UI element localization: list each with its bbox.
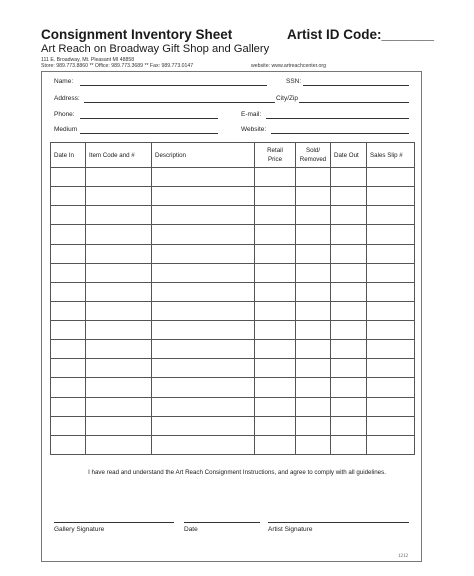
table-cell[interactable] — [86, 416, 152, 435]
phone-line: Store: 989.773.8860 ** Office: 989.773.3689 ** Fax: 989.773.0147 — [41, 63, 194, 69]
table-cell[interactable] — [86, 435, 152, 454]
sheet-title: Consignment Inventory Sheet — [41, 27, 233, 42]
address-label: Address: — [54, 95, 80, 102]
table-cell[interactable] — [152, 263, 255, 282]
website-line: website: www.artreachcenter.org — [251, 63, 326, 69]
table-cell[interactable] — [367, 301, 415, 320]
table-cell[interactable] — [331, 321, 367, 340]
table-row — [51, 282, 415, 301]
address-field[interactable] — [84, 102, 275, 103]
table-cell[interactable] — [152, 359, 255, 378]
table-cell[interactable] — [255, 397, 296, 416]
table-cell[interactable] — [152, 435, 255, 454]
table-cell[interactable] — [152, 397, 255, 416]
table-row — [51, 206, 415, 225]
email-field[interactable] — [266, 118, 409, 119]
table-cell[interactable] — [51, 378, 86, 397]
gallery-signature-label: Gallery Signature — [54, 526, 105, 533]
table-cell[interactable] — [86, 187, 152, 206]
table-cell[interactable] — [86, 206, 152, 225]
city-zip-field[interactable] — [299, 102, 409, 103]
table-cell[interactable] — [51, 263, 86, 282]
table-row — [51, 340, 415, 359]
table-cell[interactable] — [86, 321, 152, 340]
table-cell[interactable] — [331, 187, 367, 206]
artist-id-text: Artist ID Code: — [287, 27, 382, 42]
table-cell[interactable] — [152, 187, 255, 206]
table-cell[interactable] — [255, 263, 296, 282]
table-row — [51, 263, 415, 282]
table-cell[interactable] — [331, 416, 367, 435]
table-cell[interactable] — [296, 168, 331, 187]
table-cell[interactable] — [51, 397, 86, 416]
table-cell[interactable] — [296, 397, 331, 416]
table-row — [51, 244, 415, 263]
table-cell[interactable] — [51, 416, 86, 435]
table-cell[interactable] — [296, 416, 331, 435]
table-cell[interactable] — [367, 263, 415, 282]
date-label: Date — [184, 526, 198, 533]
table-cell[interactable] — [296, 282, 331, 301]
column-header: Date In — [51, 143, 86, 168]
table-cell[interactable] — [331, 206, 367, 225]
table-cell[interactable] — [51, 225, 86, 244]
table-cell[interactable] — [51, 359, 86, 378]
table-cell[interactable] — [86, 397, 152, 416]
table-cell[interactable] — [152, 225, 255, 244]
table-cell[interactable] — [367, 378, 415, 397]
table-body — [51, 168, 415, 455]
table-cell[interactable] — [296, 321, 331, 340]
table-cell[interactable] — [255, 378, 296, 397]
table-cell[interactable] — [255, 301, 296, 320]
table-cell[interactable] — [296, 206, 331, 225]
table-cell[interactable] — [152, 168, 255, 187]
table-row — [51, 359, 415, 378]
table-row — [51, 378, 415, 397]
date-line[interactable] — [184, 522, 260, 523]
table-cell[interactable] — [367, 282, 415, 301]
table-cell[interactable] — [296, 378, 331, 397]
table-cell[interactable] — [86, 263, 152, 282]
table-row — [51, 168, 415, 187]
name-field[interactable] — [80, 85, 267, 86]
table-cell[interactable] — [51, 206, 86, 225]
ssn-field[interactable] — [303, 85, 409, 86]
table-cell[interactable] — [152, 416, 255, 435]
table-row — [51, 301, 415, 320]
table-cell[interactable] — [367, 340, 415, 359]
table-cell[interactable] — [331, 397, 367, 416]
inventory-table — [50, 142, 415, 455]
table-cell[interactable] — [367, 397, 415, 416]
page-number: 1212 — [398, 554, 408, 559]
table-cell[interactable] — [367, 359, 415, 378]
phone-field[interactable] — [80, 118, 218, 119]
table-row — [51, 225, 415, 244]
agreement-text: I have read and understand the Art Reach Consignment Instructions, and agree to comply with all guidelines. — [88, 469, 386, 476]
table-cell[interactable] — [296, 263, 331, 282]
table-cell[interactable] — [255, 359, 296, 378]
city-zip-label: City/Zip — [276, 95, 299, 102]
table-cell[interactable] — [152, 321, 255, 340]
table-cell[interactable] — [51, 244, 86, 263]
table-cell[interactable] — [331, 435, 367, 454]
phone-label: Phone: — [54, 111, 75, 118]
table-cell[interactable] — [86, 378, 152, 397]
column-header: Sales Slip # — [367, 143, 415, 168]
table-cell[interactable] — [367, 321, 415, 340]
table-cell[interactable] — [296, 225, 331, 244]
table-cell[interactable] — [296, 340, 331, 359]
table-cell[interactable] — [86, 282, 152, 301]
table-cell[interactable] — [255, 244, 296, 263]
table-cell[interactable] — [367, 435, 415, 454]
table-cell[interactable] — [86, 340, 152, 359]
column-header: Item Code and # — [86, 143, 152, 168]
organization-name: Art Reach on Broadway Gift Shop and Gallery — [41, 43, 270, 55]
table-cell[interactable] — [51, 168, 86, 187]
table-cell[interactable] — [152, 244, 255, 263]
column-header: Date Out — [331, 143, 367, 168]
table-cell[interactable] — [152, 282, 255, 301]
table-cell[interactable] — [331, 244, 367, 263]
table-cell[interactable] — [51, 435, 86, 454]
table-row — [51, 321, 415, 340]
table-cell[interactable] — [86, 301, 152, 320]
table-row — [51, 397, 415, 416]
column-header: Retail Price — [255, 143, 296, 168]
table-cell[interactable] — [296, 359, 331, 378]
table-cell[interactable] — [152, 340, 255, 359]
artist-id-blank: _______ — [381, 27, 435, 42]
table-cell[interactable] — [255, 225, 296, 244]
table-cell[interactable] — [331, 282, 367, 301]
email-label: E-mail: — [241, 111, 262, 118]
table-cell[interactable] — [367, 244, 415, 263]
table-row — [51, 187, 415, 206]
table-cell[interactable] — [296, 301, 331, 320]
table-cell[interactable] — [86, 168, 152, 187]
table-cell[interactable] — [86, 244, 152, 263]
artist-signature-label: Artist Signature — [268, 526, 313, 533]
table-cell[interactable] — [331, 359, 367, 378]
gallery-signature-line[interactable] — [54, 522, 174, 523]
table-cell[interactable] — [255, 416, 296, 435]
address-line: 111 E. Broadway, Mt. Pleasant MI 48858 — [41, 57, 135, 63]
table-header-row — [51, 143, 415, 168]
website-field[interactable] — [271, 133, 409, 134]
table-cell[interactable] — [51, 282, 86, 301]
table-cell[interactable] — [367, 416, 415, 435]
table-cell[interactable] — [255, 282, 296, 301]
table-cell[interactable] — [296, 187, 331, 206]
table-cell[interactable] — [367, 206, 415, 225]
artist-signature-line[interactable] — [268, 522, 409, 523]
table-cell[interactable] — [255, 168, 296, 187]
table-cell[interactable] — [86, 359, 152, 378]
table-cell[interactable] — [152, 301, 255, 320]
table-cell[interactable] — [255, 187, 296, 206]
table-cell[interactable] — [152, 206, 255, 225]
table-cell[interactable] — [331, 301, 367, 320]
medium-field[interactable] — [80, 133, 218, 134]
table-cell[interactable] — [255, 321, 296, 340]
table-cell[interactable] — [367, 225, 415, 244]
table-cell[interactable] — [255, 435, 296, 454]
table-cell[interactable] — [331, 378, 367, 397]
table-cell[interactable] — [255, 340, 296, 359]
artist-id-label — [287, 27, 434, 42]
table-cell[interactable] — [331, 225, 367, 244]
table-cell[interactable] — [152, 378, 255, 397]
website-label: Website: — [241, 126, 267, 133]
table-cell[interactable] — [86, 225, 152, 244]
table-cell[interactable] — [331, 340, 367, 359]
table-cell[interactable] — [255, 206, 296, 225]
column-header: Sold/ Removed — [296, 143, 331, 168]
column-header: Description — [152, 143, 255, 168]
table-cell[interactable] — [331, 263, 367, 282]
table-cell[interactable] — [51, 340, 86, 359]
medium-label: Medium — [54, 126, 78, 133]
name-label: Name: — [54, 78, 74, 85]
table-cell[interactable] — [296, 244, 331, 263]
ssn-label: SSN: — [286, 78, 302, 85]
table-cell[interactable] — [296, 435, 331, 454]
table-row — [51, 416, 415, 435]
table-row — [51, 435, 415, 454]
table-cell[interactable] — [51, 187, 86, 206]
table-cell[interactable] — [51, 321, 86, 340]
table-cell[interactable] — [367, 168, 415, 187]
table-cell[interactable] — [367, 187, 415, 206]
table-cell[interactable] — [331, 168, 367, 187]
table-cell[interactable] — [51, 301, 86, 320]
